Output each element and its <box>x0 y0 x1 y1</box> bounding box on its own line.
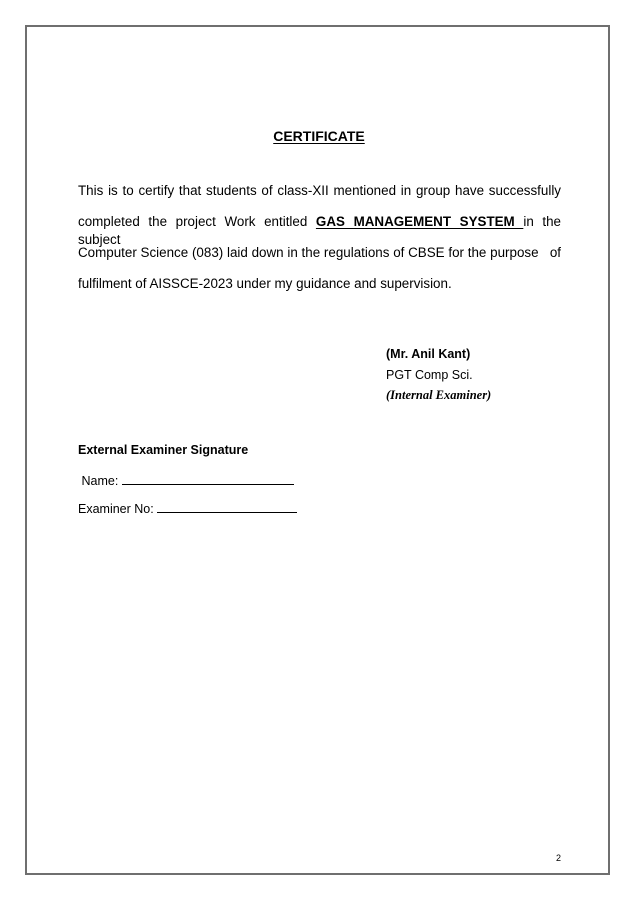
name-blank <box>122 472 294 485</box>
certificate-line-3: Computer Science (083) laid down in the regulations of CBSE for the purpose of <box>78 245 561 260</box>
internal-examiner-name: (Mr. Anil Kant) <box>386 347 471 361</box>
certificate-line-4: fulfilment of AISSCE-2023 under my guidance and supervision. <box>78 276 452 291</box>
certificate-line-2-end: in the subject <box>78 214 562 247</box>
examiner-no-blank <box>157 500 297 513</box>
certificate-title: CERTIFICATE <box>273 128 365 144</box>
external-examiner-heading: External Examiner Signature <box>78 443 249 457</box>
certificate-line-2-start: completed the project Work entitled <box>78 214 316 229</box>
name-label: Name: <box>78 474 122 488</box>
external-examiner-name-row <box>78 472 294 489</box>
certificate-line-1: This is to certify that students of class-XII mentioned in group have successfully <box>78 183 561 198</box>
internal-examiner-designation: PGT Comp Sci. <box>386 368 473 382</box>
examiner-no-label: Examiner No: <box>78 502 158 516</box>
page-number: 2 <box>556 853 562 863</box>
project-title: GAS MANAGEMENT SYSTEM <box>315 214 524 229</box>
external-examiner-number-row <box>78 500 297 517</box>
internal-examiner-role: (Internal Examiner) <box>386 388 492 402</box>
